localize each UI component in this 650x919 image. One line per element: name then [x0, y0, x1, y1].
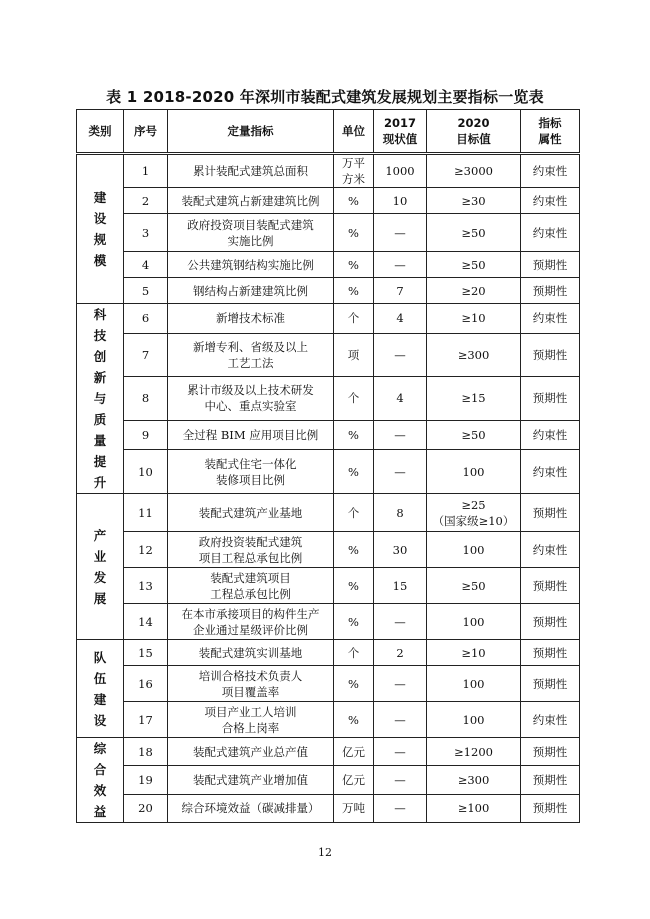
value-2020-cell	[427, 794, 521, 822]
unit-line: %	[348, 257, 359, 272]
indicator-line: 企业通过星级评价比例	[193, 622, 308, 637]
row-number: 11	[124, 494, 168, 532]
category-char: 质	[93, 412, 107, 427]
attribute-cell: 预期性	[521, 794, 580, 822]
indicator-cell	[168, 252, 334, 278]
row-number: 20	[124, 794, 168, 822]
unit-cell	[334, 568, 374, 604]
value-2020-line: ≥100	[457, 801, 490, 816]
category-char: 设	[93, 712, 107, 728]
row-number: 14	[124, 604, 168, 640]
value-2020-line: 100	[462, 464, 485, 479]
value-2017-cell: 15	[374, 568, 427, 604]
value-2020-line: ≥20	[461, 283, 486, 298]
table-row	[77, 666, 580, 702]
value-2017-cell: —	[374, 214, 427, 252]
unit-line: 个	[347, 645, 360, 660]
indicator-line: 公共建筑钢结构实施比例	[187, 257, 314, 272]
indicator-cell	[168, 278, 334, 304]
unit-cell	[334, 604, 374, 640]
header-attribute-bottom: 属性	[538, 132, 562, 146]
value-2020-cell	[427, 604, 521, 640]
category-char: 创	[93, 349, 107, 364]
unit-cell	[334, 278, 374, 304]
value-2020-line: ≥50	[461, 428, 486, 443]
category-char: 合	[93, 762, 107, 777]
row-number: 5	[124, 278, 168, 304]
row-number: 3	[124, 214, 168, 252]
unit-line: 个	[347, 311, 360, 326]
row-number: 8	[124, 377, 168, 420]
category-char: 发	[93, 569, 107, 585]
category-char: 业	[93, 548, 107, 564]
value-2017-cell: —	[374, 702, 427, 738]
value-2020-line: 100	[462, 542, 485, 557]
unit-line: 亿元	[342, 772, 365, 787]
value-2020-cell	[427, 450, 521, 494]
value-2017-cell: —	[374, 766, 427, 794]
category-char: 建	[93, 190, 107, 205]
unit-cell	[334, 333, 374, 376]
table-row	[77, 702, 580, 738]
attribute-cell: 约束性	[521, 188, 580, 214]
row-number: 12	[124, 532, 168, 568]
value-2020-line: ≥50	[461, 257, 486, 272]
value-2020-cell	[427, 766, 521, 794]
attribute-cell: 预期性	[521, 252, 580, 278]
category-char: 模	[93, 253, 107, 268]
indicator-line: 工艺工法	[227, 355, 274, 370]
value-2017-cell: —	[374, 420, 427, 450]
attribute-cell: 约束性	[521, 154, 580, 188]
unit-line: %	[348, 712, 359, 727]
value-2017-cell: —	[374, 738, 427, 766]
attribute-cell: 预期性	[521, 333, 580, 376]
row-number: 10	[124, 450, 168, 494]
value-2017-cell: 1000	[374, 154, 427, 188]
indicator-cell	[168, 532, 334, 568]
indicator-line: 装修项目比例	[216, 472, 285, 487]
unit-line: 亿元	[342, 744, 365, 759]
row-number: 19	[124, 766, 168, 794]
indicator-cell	[168, 568, 334, 604]
value-2020-cell	[427, 568, 521, 604]
header-category: 类别	[77, 110, 124, 154]
row-number: 13	[124, 568, 168, 604]
unit-cell	[334, 766, 374, 794]
value-2017-cell: —	[374, 794, 427, 822]
category-char: 提	[93, 454, 107, 469]
indicator-cell	[168, 154, 334, 188]
attribute-cell: 约束性	[521, 304, 580, 334]
unit-cell	[334, 377, 374, 420]
value-2017-cell: —	[374, 333, 427, 376]
unit-cell	[334, 214, 374, 252]
category-char: 益	[93, 804, 107, 819]
value-2020-line: ≥50	[461, 578, 486, 593]
unit-cell	[334, 304, 374, 334]
table-row	[77, 252, 580, 278]
indicator-line: 政府投资项目装配式建筑	[187, 217, 314, 232]
unit-line: %	[348, 225, 359, 240]
value-2017-cell: —	[374, 666, 427, 702]
indicator-line: 合格上岗率	[221, 720, 280, 735]
attribute-cell: 预期性	[521, 278, 580, 304]
value-2017-cell: 8	[374, 494, 427, 532]
table-row	[77, 494, 580, 532]
indicator-cell	[168, 188, 334, 214]
table-row	[77, 278, 580, 304]
category-char: 新	[93, 370, 107, 385]
attribute-cell: 约束性	[521, 450, 580, 494]
value-2020-line: ≥50	[461, 225, 486, 240]
indicator-line: 累计装配式建筑总面积	[193, 164, 308, 178]
indicator-line: 装配式建筑产业总产值	[193, 744, 308, 759]
indicator-line: 工程总承包比例	[210, 586, 291, 601]
unit-line: %	[348, 283, 359, 298]
header-2017-year: 2017	[383, 116, 416, 130]
indicator-cell	[168, 333, 334, 376]
value-2020-cell	[427, 214, 521, 252]
category-char: 规	[93, 232, 107, 247]
value-2017-cell: —	[374, 450, 427, 494]
table-row	[77, 568, 580, 604]
indicator-line: 政府投资装配式建筑	[198, 534, 303, 549]
value-2020-line: ≥10	[461, 311, 486, 326]
category-char: 展	[93, 590, 107, 606]
table-row	[77, 532, 580, 568]
unit-line: 项	[347, 347, 360, 362]
indicator-cell	[168, 738, 334, 766]
unit-cell	[334, 794, 374, 822]
category-cell	[77, 304, 124, 494]
value-2020-cell	[427, 252, 521, 278]
table-title: 表 1 2018-2020 年深圳市装配式建筑发展规划主要指标一览表	[106, 88, 544, 106]
table-row	[77, 188, 580, 214]
value-2017-cell: 7	[374, 278, 427, 304]
row-number: 1	[124, 154, 168, 188]
value-2020-cell	[427, 532, 521, 568]
unit-line: %	[348, 542, 359, 557]
unit-line: 万吨	[342, 801, 365, 816]
indicator-cell	[168, 494, 334, 532]
row-number: 4	[124, 252, 168, 278]
header-attribute-top: 指标	[538, 116, 562, 130]
indicator-line: 装配式建筑项目	[210, 570, 291, 585]
table-row	[77, 604, 580, 640]
value-2020-cell	[427, 702, 521, 738]
header-2020-label: 目标值	[456, 132, 491, 146]
indicator-line: 累计市级及以上技术研发	[187, 383, 314, 398]
value-2020-cell	[427, 494, 521, 532]
unit-cell	[334, 702, 374, 738]
unit-line: 个	[347, 391, 360, 406]
indicator-cell	[168, 666, 334, 702]
category-char: 科	[93, 307, 107, 322]
indicator-cell	[168, 214, 334, 252]
indicator-cell	[168, 420, 334, 450]
unit-line: 万平	[342, 156, 365, 170]
indicator-cell	[168, 640, 334, 666]
indicator-cell	[168, 766, 334, 794]
unit-line: %	[348, 193, 359, 208]
unit-cell	[334, 532, 374, 568]
value-2020-cell	[427, 278, 521, 304]
unit-cell	[334, 494, 374, 532]
unit-line: %	[348, 676, 359, 691]
indicator-line: 装配式建筑占新建建筑比例	[181, 193, 320, 208]
row-number: 9	[124, 420, 168, 450]
table-row	[77, 420, 580, 450]
header-2020	[427, 110, 521, 154]
table-row	[77, 214, 580, 252]
unit-line: %	[348, 578, 359, 593]
value-2017-cell: 4	[374, 304, 427, 334]
row-number: 6	[124, 304, 168, 334]
value-2017-cell: 10	[374, 188, 427, 214]
category-cell	[77, 640, 124, 738]
category-char: 效	[93, 783, 107, 798]
table-row	[77, 333, 580, 376]
indicator-cell	[168, 377, 334, 420]
value-2020-line: ≥1200	[454, 744, 493, 759]
indicator-line: 中心、重点实验室	[204, 399, 297, 414]
table-row	[77, 766, 580, 794]
category-char: 设	[93, 211, 107, 226]
row-number: 18	[124, 738, 168, 766]
unit-cell	[334, 420, 374, 450]
header-indicator: 定量指标	[168, 110, 334, 154]
value-2020-line: ≥15	[461, 391, 486, 406]
table-row	[77, 450, 580, 494]
unit-cell	[334, 252, 374, 278]
indicator-line: 装配式建筑产业增加值	[193, 772, 308, 787]
indicator-line: 培训合格技术负责人	[198, 668, 303, 683]
category-char: 升	[93, 475, 107, 490]
indicator-cell	[168, 702, 334, 738]
attribute-cell: 预期性	[521, 494, 580, 532]
row-number: 15	[124, 640, 168, 666]
table-row	[77, 304, 580, 334]
value-2020-line: ≥25	[461, 497, 486, 512]
attribute-cell: 约束性	[521, 420, 580, 450]
attribute-cell: 预期性	[521, 568, 580, 604]
attribute-cell: 预期性	[521, 640, 580, 666]
indicator-line: 项目工程总承包比例	[198, 550, 303, 565]
unit-cell	[334, 738, 374, 766]
header-unit: 单位	[334, 110, 374, 154]
indicator-line: 项目覆盖率	[221, 684, 280, 699]
value-2020-line: （国家级≥10）	[432, 513, 515, 528]
indicator-line: 钢结构占新建建筑比例	[193, 283, 308, 298]
value-2020-line: ≥3000	[454, 164, 493, 178]
row-number: 2	[124, 188, 168, 214]
attribute-cell: 预期性	[521, 377, 580, 420]
attribute-cell: 预期性	[521, 604, 580, 640]
value-2020-cell	[427, 333, 521, 376]
indicator-line: 全过程 BIM 应用项目比例	[182, 428, 319, 443]
value-2020-cell	[427, 304, 521, 334]
category-char: 综	[93, 741, 107, 756]
value-2020-cell	[427, 377, 521, 420]
category-char: 技	[93, 328, 107, 343]
value-2020-cell	[427, 188, 521, 214]
value-2020-line: ≥300	[457, 772, 490, 787]
indicator-cell	[168, 450, 334, 494]
indicator-line: 在本市承接项目的构件生产	[181, 606, 320, 621]
category-char: 建	[93, 691, 107, 707]
value-2020-cell	[427, 738, 521, 766]
indicator-line: 装配式住宅一体化	[204, 456, 297, 471]
header-attribute	[521, 110, 580, 154]
category-char: 产	[93, 527, 107, 543]
row-number: 16	[124, 666, 168, 702]
unit-cell	[334, 640, 374, 666]
attribute-cell: 约束性	[521, 702, 580, 738]
indicator-cell	[168, 604, 334, 640]
indicator-line: 实施比例	[227, 233, 274, 248]
attribute-cell: 预期性	[521, 738, 580, 766]
unit-line: %	[348, 614, 359, 629]
value-2020-line: 100	[462, 614, 485, 629]
header-2017	[374, 110, 427, 154]
attribute-cell: 约束性	[521, 214, 580, 252]
value-2020-line: ≥30	[461, 193, 486, 208]
table-row	[77, 154, 580, 188]
header-no: 序号	[124, 110, 168, 154]
table-row	[77, 640, 580, 666]
attribute-cell: 预期性	[521, 766, 580, 794]
unit-line: %	[348, 464, 359, 479]
indicator-line: 新增技术标准	[216, 311, 285, 326]
unit-cell	[334, 450, 374, 494]
value-2020-cell	[427, 154, 521, 188]
attribute-cell: 预期性	[521, 666, 580, 702]
category-char: 队	[93, 649, 107, 665]
indicator-line: 装配式建筑实训基地	[198, 645, 303, 660]
unit-cell	[334, 666, 374, 702]
indicator-cell	[168, 304, 334, 334]
page-number: 12	[318, 846, 332, 859]
category-cell	[77, 738, 124, 823]
category-char: 伍	[93, 670, 107, 686]
indicator-table	[76, 109, 580, 823]
header-row	[77, 110, 580, 154]
indicator-line: 新增专利、省级及以上	[193, 339, 308, 354]
indicator-line: 综合环境效益（碳减排量）	[181, 801, 320, 816]
value-2020-cell	[427, 666, 521, 702]
table-row	[77, 738, 580, 766]
value-2017-cell: 4	[374, 377, 427, 420]
category-cell	[77, 154, 124, 304]
value-2017-cell: —	[374, 604, 427, 640]
table-row	[77, 377, 580, 420]
header-2017-label: 现状值	[382, 132, 418, 146]
table-row	[77, 794, 580, 822]
unit-cell	[334, 154, 374, 188]
header-2020-year: 2020	[457, 116, 490, 130]
attribute-cell: 约束性	[521, 532, 580, 568]
value-2020-line: ≥300	[457, 347, 490, 362]
value-2017-cell: —	[374, 252, 427, 278]
unit-cell	[334, 188, 374, 214]
category-cell	[77, 494, 124, 640]
value-2020-line: ≥10	[461, 645, 486, 660]
table-body	[77, 154, 580, 823]
unit-line: 个	[347, 505, 360, 520]
value-2020-line: 100	[462, 712, 485, 727]
value-2020-cell	[427, 640, 521, 666]
category-char: 量	[93, 433, 107, 448]
value-2017-cell: 30	[374, 532, 427, 568]
value-2020-line: 100	[462, 676, 485, 691]
value-2017-cell: 2	[374, 640, 427, 666]
indicator-cell	[168, 794, 334, 822]
value-2020-cell	[427, 420, 521, 450]
category-char: 与	[93, 391, 107, 406]
unit-line: 方米	[342, 172, 365, 186]
indicator-line: 装配式建筑产业基地	[198, 505, 303, 520]
row-number: 7	[124, 333, 168, 376]
row-number: 17	[124, 702, 168, 738]
unit-line: %	[348, 428, 359, 443]
indicator-line: 项目产业工人培训	[204, 704, 297, 719]
